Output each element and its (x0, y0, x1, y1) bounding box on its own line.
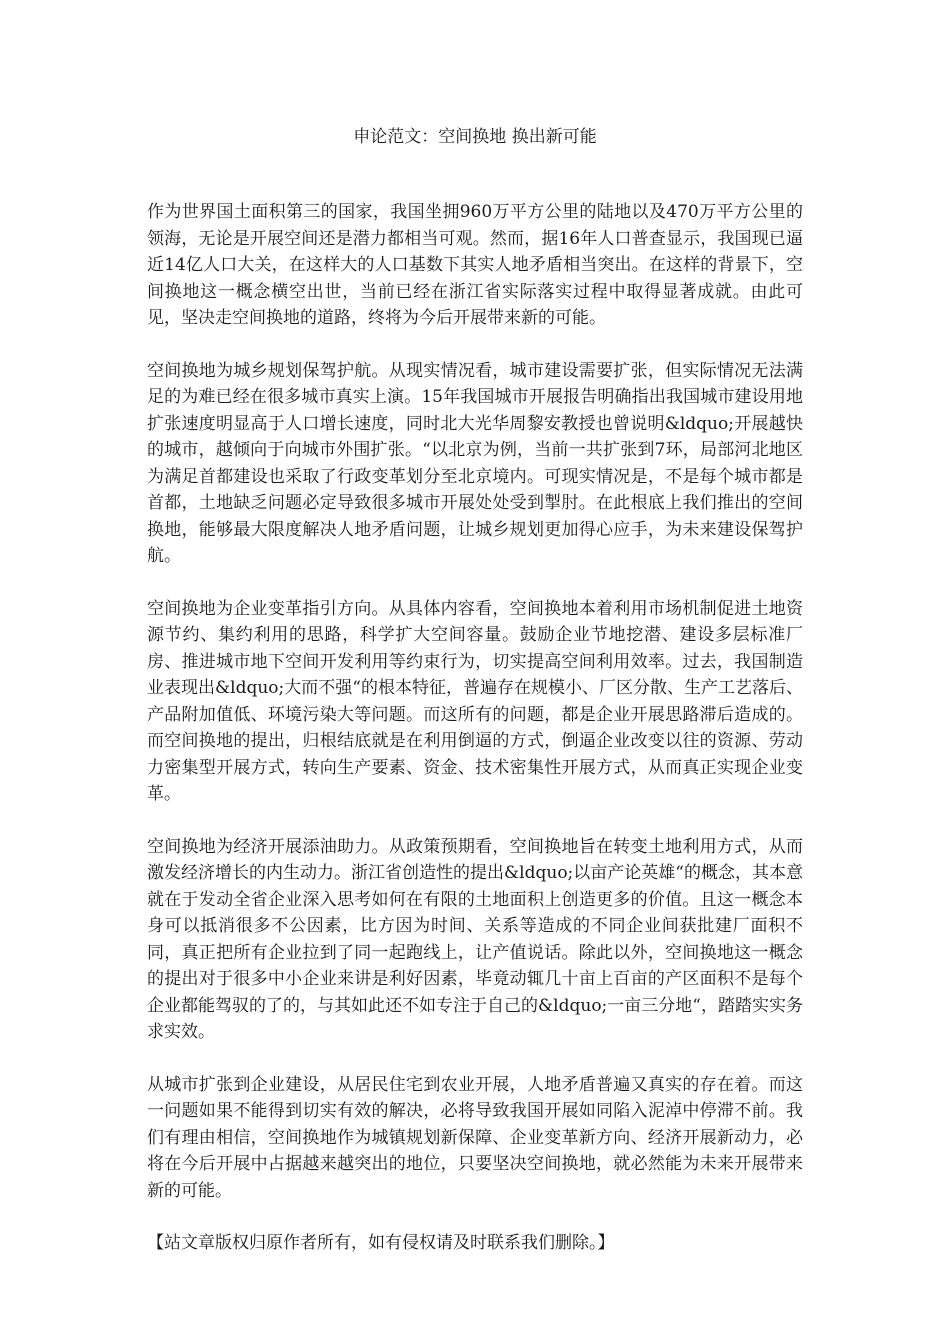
paragraph-intro: 作为世界国土面积第三的国家，我国坐拥960万平方公里的陆地以及470万平方公里的领海，无论是开展空间还是潜力都相当可观。然而，据16年人口普查显示，我国现已逼近14亿人口大关，在这样大的人口基数下其实人地矛盾相当突出。在这样的背景下，空间换地这一概念横空出世，当前已经在浙江省实际落实过程中取得显著成就。由此可见，坚决走空间换地的道路，终将为今后开展带来新的可能。 (147, 202, 803, 328)
paragraph-conclusion: 从城市扩张到企业建设，从居民住宅到农业开展，人地矛盾普遍又真实的存在着。而这一问题如果不能得到切实有效的解决，必将导致我国开展如同陷入泥淖中停滞不前。我们有理由相信，空间换地作为城镇规划新保障、企业变革新方向、经济开展新动力，必将在今后开展中占据越来越突出的地位，只要坚决空间换地，就必然能为未来开展带来新的可能。 (147, 1074, 803, 1201)
copyright-notice: 【站文章版权归原作者所有，如有侵权请及时联系我们删除。】 (147, 1233, 615, 1253)
paragraph-economic-development: 空间换地为经济开展添油助力。从政策预期看，空间换地旨在转变土地利用方式，从而激发经济增长的内生动力。浙江省创造性的提出&ldquo;以亩产论英雄“的概念，其本意就在于发动全省企业深入思考如何在有限的土地面积上创造更多的价值。且这一概念本身可以抵消很多不公因素，比方因为时间、关系等造成的不同企业间获批建厂面积不同，真正把所有企业拉到了同一起跑线上，让产值说话。除此以外，空间换地这一概念的提出对于很多中小企业来讲是利好因素，毕竟动辄几十亩上百亩的产区面积不是每个企业都能驾驭的了的，与其如此还不如专注于自己的&ldquo;一亩三分地“，踏踏实实务求实效。 (147, 836, 803, 1042)
paragraph-urban-planning: 空间换地为城乡规划保驾护航。从现实情况看，城市建设需要扩张，但实际情况无法满足的为难已经在很多城市真实上演。15年我国城市开展报告明确指出我国城市建设用地扩张速度明显高于人口增长速度，同时北大光华周黎安教授也曾说明&ldquo;开展越快的城市，越倾向于向城市外围扩张。“以北京为例，当前一共扩张到7环，局部河北地区为满足首都建设也采取了行政变革划分至北京境内。可现实情况是，不是每个城市都是首都，土地缺乏问题必定导致很多城市开展处处受到掣肘。在此根底上我们推出的空间换地，能够最大限度解决人地矛盾问题，让城乡规划更加得心应手，为未来建设保驾护航。 (147, 360, 803, 566)
paragraph-enterprise-reform: 空间换地为企业变革指引方向。从具体内容看，空间换地本着利用市场机制促进土地资源节约、集约利用的思路，科学扩大空间容量。鼓励企业节地挖潜、建设多层标准厂房、推进城市地下空间开发利用等约束行为，切实提高空间利用效率。过去，我国制造业表现出&ldquo;大而不强“的根本特征，普遍存在规模小、厂区分散、生产工艺落后、产品附加值低、环境污染大等问题。而这所有的问题，都是企业开展思路滞后造成的。而空间换地的提出，归根结底就是在利用倒逼的方式，倒逼企业改变以往的资源、劳动力密集型开展方式，转向生产要素、资金、技术密集性开展方式，从而真正实现企业变革。 (147, 598, 803, 804)
document-title: 申论范文：空间换地 换出新可能 (353, 127, 597, 147)
document-body (147, 199, 803, 1257)
